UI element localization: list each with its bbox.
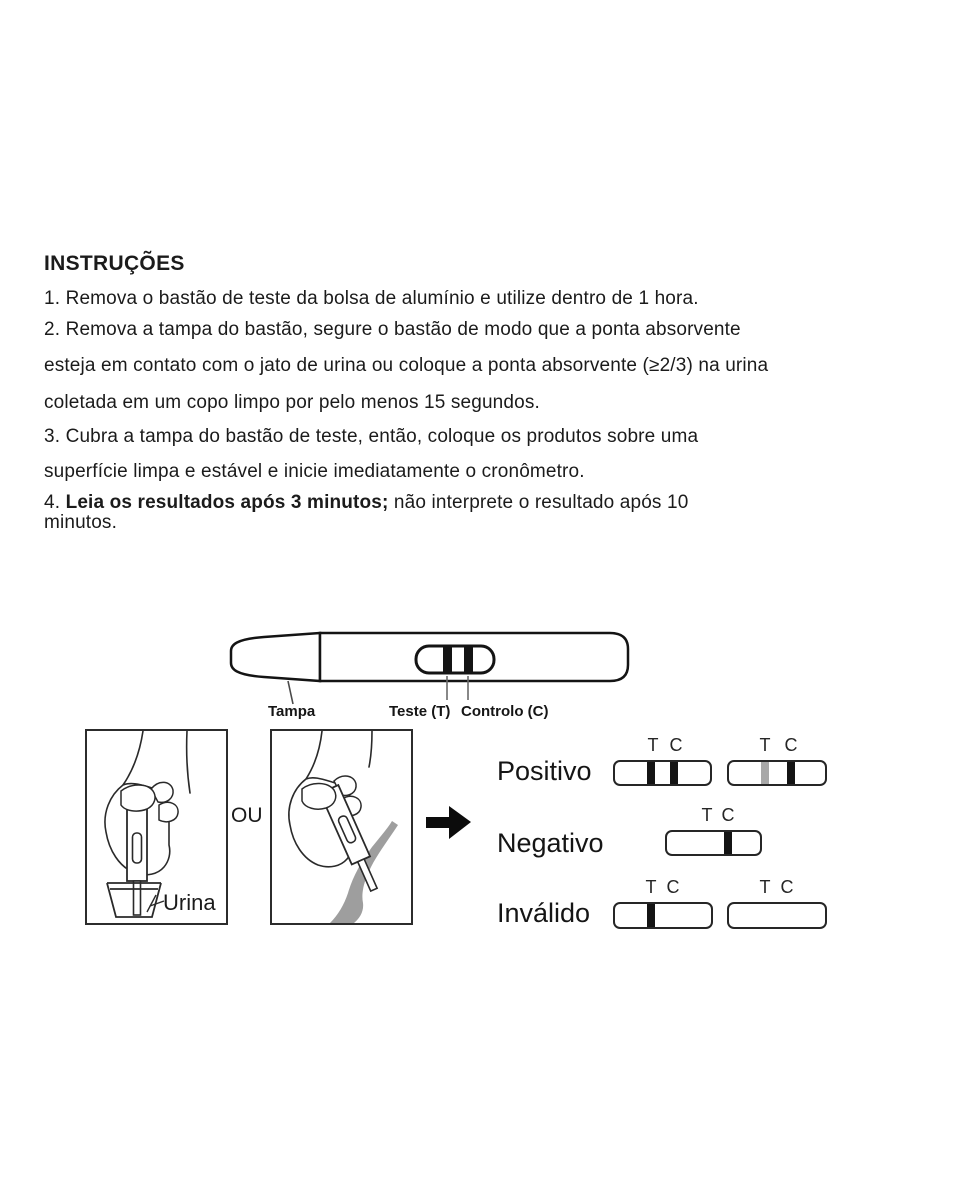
test-strip bbox=[613, 877, 713, 929]
forearm-line bbox=[123, 731, 143, 785]
forearm-line bbox=[306, 731, 322, 779]
control-line-bar bbox=[464, 646, 473, 673]
c-line-bar bbox=[787, 762, 795, 784]
instruction-line: minutos. bbox=[44, 512, 118, 533]
t-marker: T bbox=[759, 877, 771, 897]
midstream-drawing bbox=[272, 731, 410, 923]
or-label: OU bbox=[231, 804, 263, 827]
c-marker: C bbox=[666, 877, 680, 897]
cap-outline bbox=[231, 633, 320, 681]
c-marker: C bbox=[784, 735, 798, 755]
instruction-line: 4. Leia os resultados após 3 minutos; não interprete o resultado após 10 bbox=[44, 492, 689, 513]
test-line-label: Teste (T) bbox=[389, 703, 451, 720]
c-line-bar bbox=[672, 904, 680, 927]
t-marker: T bbox=[645, 877, 657, 897]
t-line-bar bbox=[761, 904, 769, 927]
result-label-positive: Positivo bbox=[497, 756, 592, 786]
cap-label: Tampa bbox=[268, 703, 316, 720]
instruction-line: superfície limpa e estável e inicie imediatamente o cronômetro. bbox=[44, 461, 585, 482]
c-marker: C bbox=[721, 805, 735, 825]
test-line-bar bbox=[443, 646, 452, 673]
test-strip bbox=[727, 735, 827, 786]
c-marker: C bbox=[669, 735, 683, 755]
t-line-bar bbox=[701, 832, 709, 854]
t-line-bar bbox=[647, 904, 655, 927]
c-marker: C bbox=[780, 877, 794, 897]
t-line-bar bbox=[647, 762, 655, 784]
instruction-line: 2. Remova a tampa do bastão, segure o bastão de modo que a ponta absorvente bbox=[44, 319, 741, 340]
thumb bbox=[121, 785, 155, 811]
stick-window bbox=[133, 833, 142, 863]
t-line-bar bbox=[761, 762, 769, 784]
test-strip bbox=[613, 735, 712, 786]
instruction-line: 3. Cubra a tampa do bastão de teste, então, coloque os produtos sobre uma bbox=[44, 426, 699, 447]
result-label-negative: Negativo bbox=[497, 828, 604, 858]
t-marker: T bbox=[701, 805, 713, 825]
forearm-line bbox=[187, 731, 190, 793]
instruction-line: coletada em um copo limpo por pelo menos 15 segundos. bbox=[44, 392, 540, 413]
c-line-bar bbox=[786, 904, 794, 927]
result-label-invalid: Inválido bbox=[497, 898, 591, 928]
absorbent-tip bbox=[134, 881, 141, 915]
t-marker: T bbox=[759, 735, 771, 755]
cap-leader-line bbox=[288, 681, 293, 704]
midstream-illustration bbox=[270, 729, 413, 925]
test-strip bbox=[665, 805, 762, 856]
instruction-line: esteja em contato com o jato de urina ou coloque a ponta absorvente (≥2/3) na urina bbox=[44, 355, 769, 376]
thumb bbox=[302, 783, 336, 809]
t-marker: T bbox=[647, 735, 659, 755]
instruction-line: 1. Remova o bastão de teste da bolsa de alumínio e utilize dentro de 1 hora. bbox=[44, 288, 699, 309]
page-title: INSTRUÇÕES bbox=[44, 252, 185, 275]
control-line-label: Controlo (C) bbox=[461, 703, 549, 720]
finger bbox=[159, 802, 178, 821]
arrow-right-icon bbox=[424, 801, 474, 843]
test-strip bbox=[727, 877, 827, 929]
device-diagram bbox=[220, 618, 640, 713]
result-window bbox=[416, 646, 494, 673]
urine-label: Urina bbox=[163, 890, 216, 915]
forearm-line bbox=[369, 731, 372, 767]
c-line-bar bbox=[670, 762, 678, 784]
c-line-bar bbox=[724, 832, 732, 854]
